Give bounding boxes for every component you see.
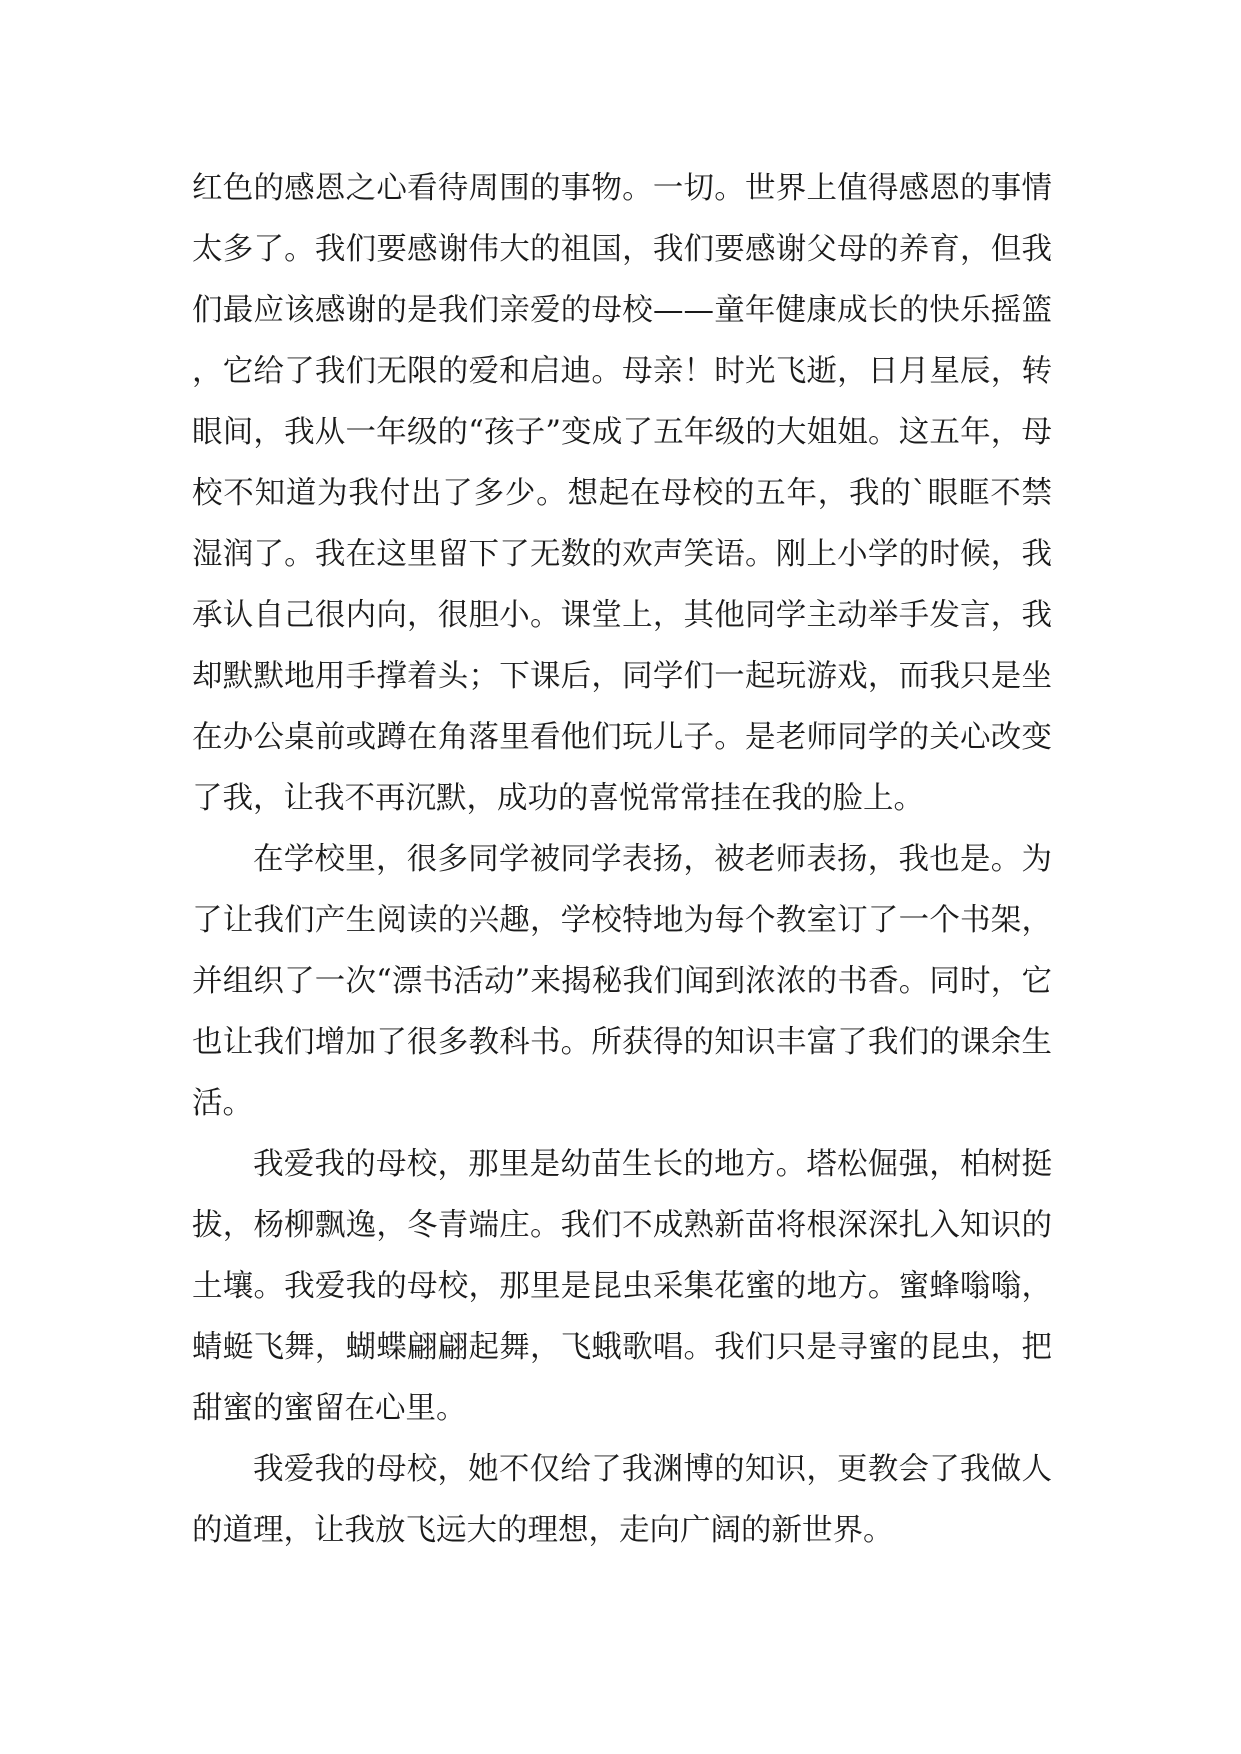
document-body [192,158,1052,1561]
paragraph-2: 在学校里，很多同学被同学表扬，被老师表扬，我也是。为了让我们产生阅读的兴趣，学校特地为每个教室订了一个书架，并组织了一次“漂书活动”来揭秘我们闻到浓浓的书香。同时，它也让我们增加了很多教科书。所获得的知识丰富了我们的课余生活。 [192,842,1052,1121]
paragraph-3: 我爱我的母校，那里是幼苗生长的地方。塔松倔强，柏树挺拔，杨柳飘逸，冬青端庄。我们不成熟新苗将根深深扎入知识的土壤。我爱我的母校，那里是昆虫采集花蜜的地方。蜜蜂嗡嗡，蜻蜓飞舞，蝴蝶翩翩起舞，飞蛾歌唱。我们只是寻蜜的昆虫，把甜蜜的蜜留在心里。 [192,1147,1052,1426]
paragraph-1: 红色的感恩之心看待周围的事物。一切。世界上值得感恩的事情太多了。我们要感谢伟大的祖国，我们要感谢父母的养育，但我们最应该感谢的是我们亲爱的母校——童年健康成长的快乐摇篮，它给了我们无限的爱和启迪。母亲！时光飞逝，日月星辰，转眼间，我从一年级的“孩子”变成了五年级的大姐姐。这五年，母校不知道为我付出了多少。想起在母校的五年，我的`眼眶不禁湿润了。我在这里留下了无数的欢声笑语。刚上小学的时候，我承认自己很内向，很胆小。课堂上，其他同学主动举手发言，我却默默地用手撑着头；下课后，同学们一起玩游戏，而我只是坐在办公桌前或蹲在角落里看他们玩儿子。是老师同学的关心改变了我，让我不再沉默，成功的喜悦常常挂在我的脸上。 [192,171,1052,816]
paragraph-4: 我爱我的母校，她不仅给了我渊博的知识，更教会了我做人的道理，让我放飞远大的理想，走向广阔的新世界。 [192,1452,1052,1548]
